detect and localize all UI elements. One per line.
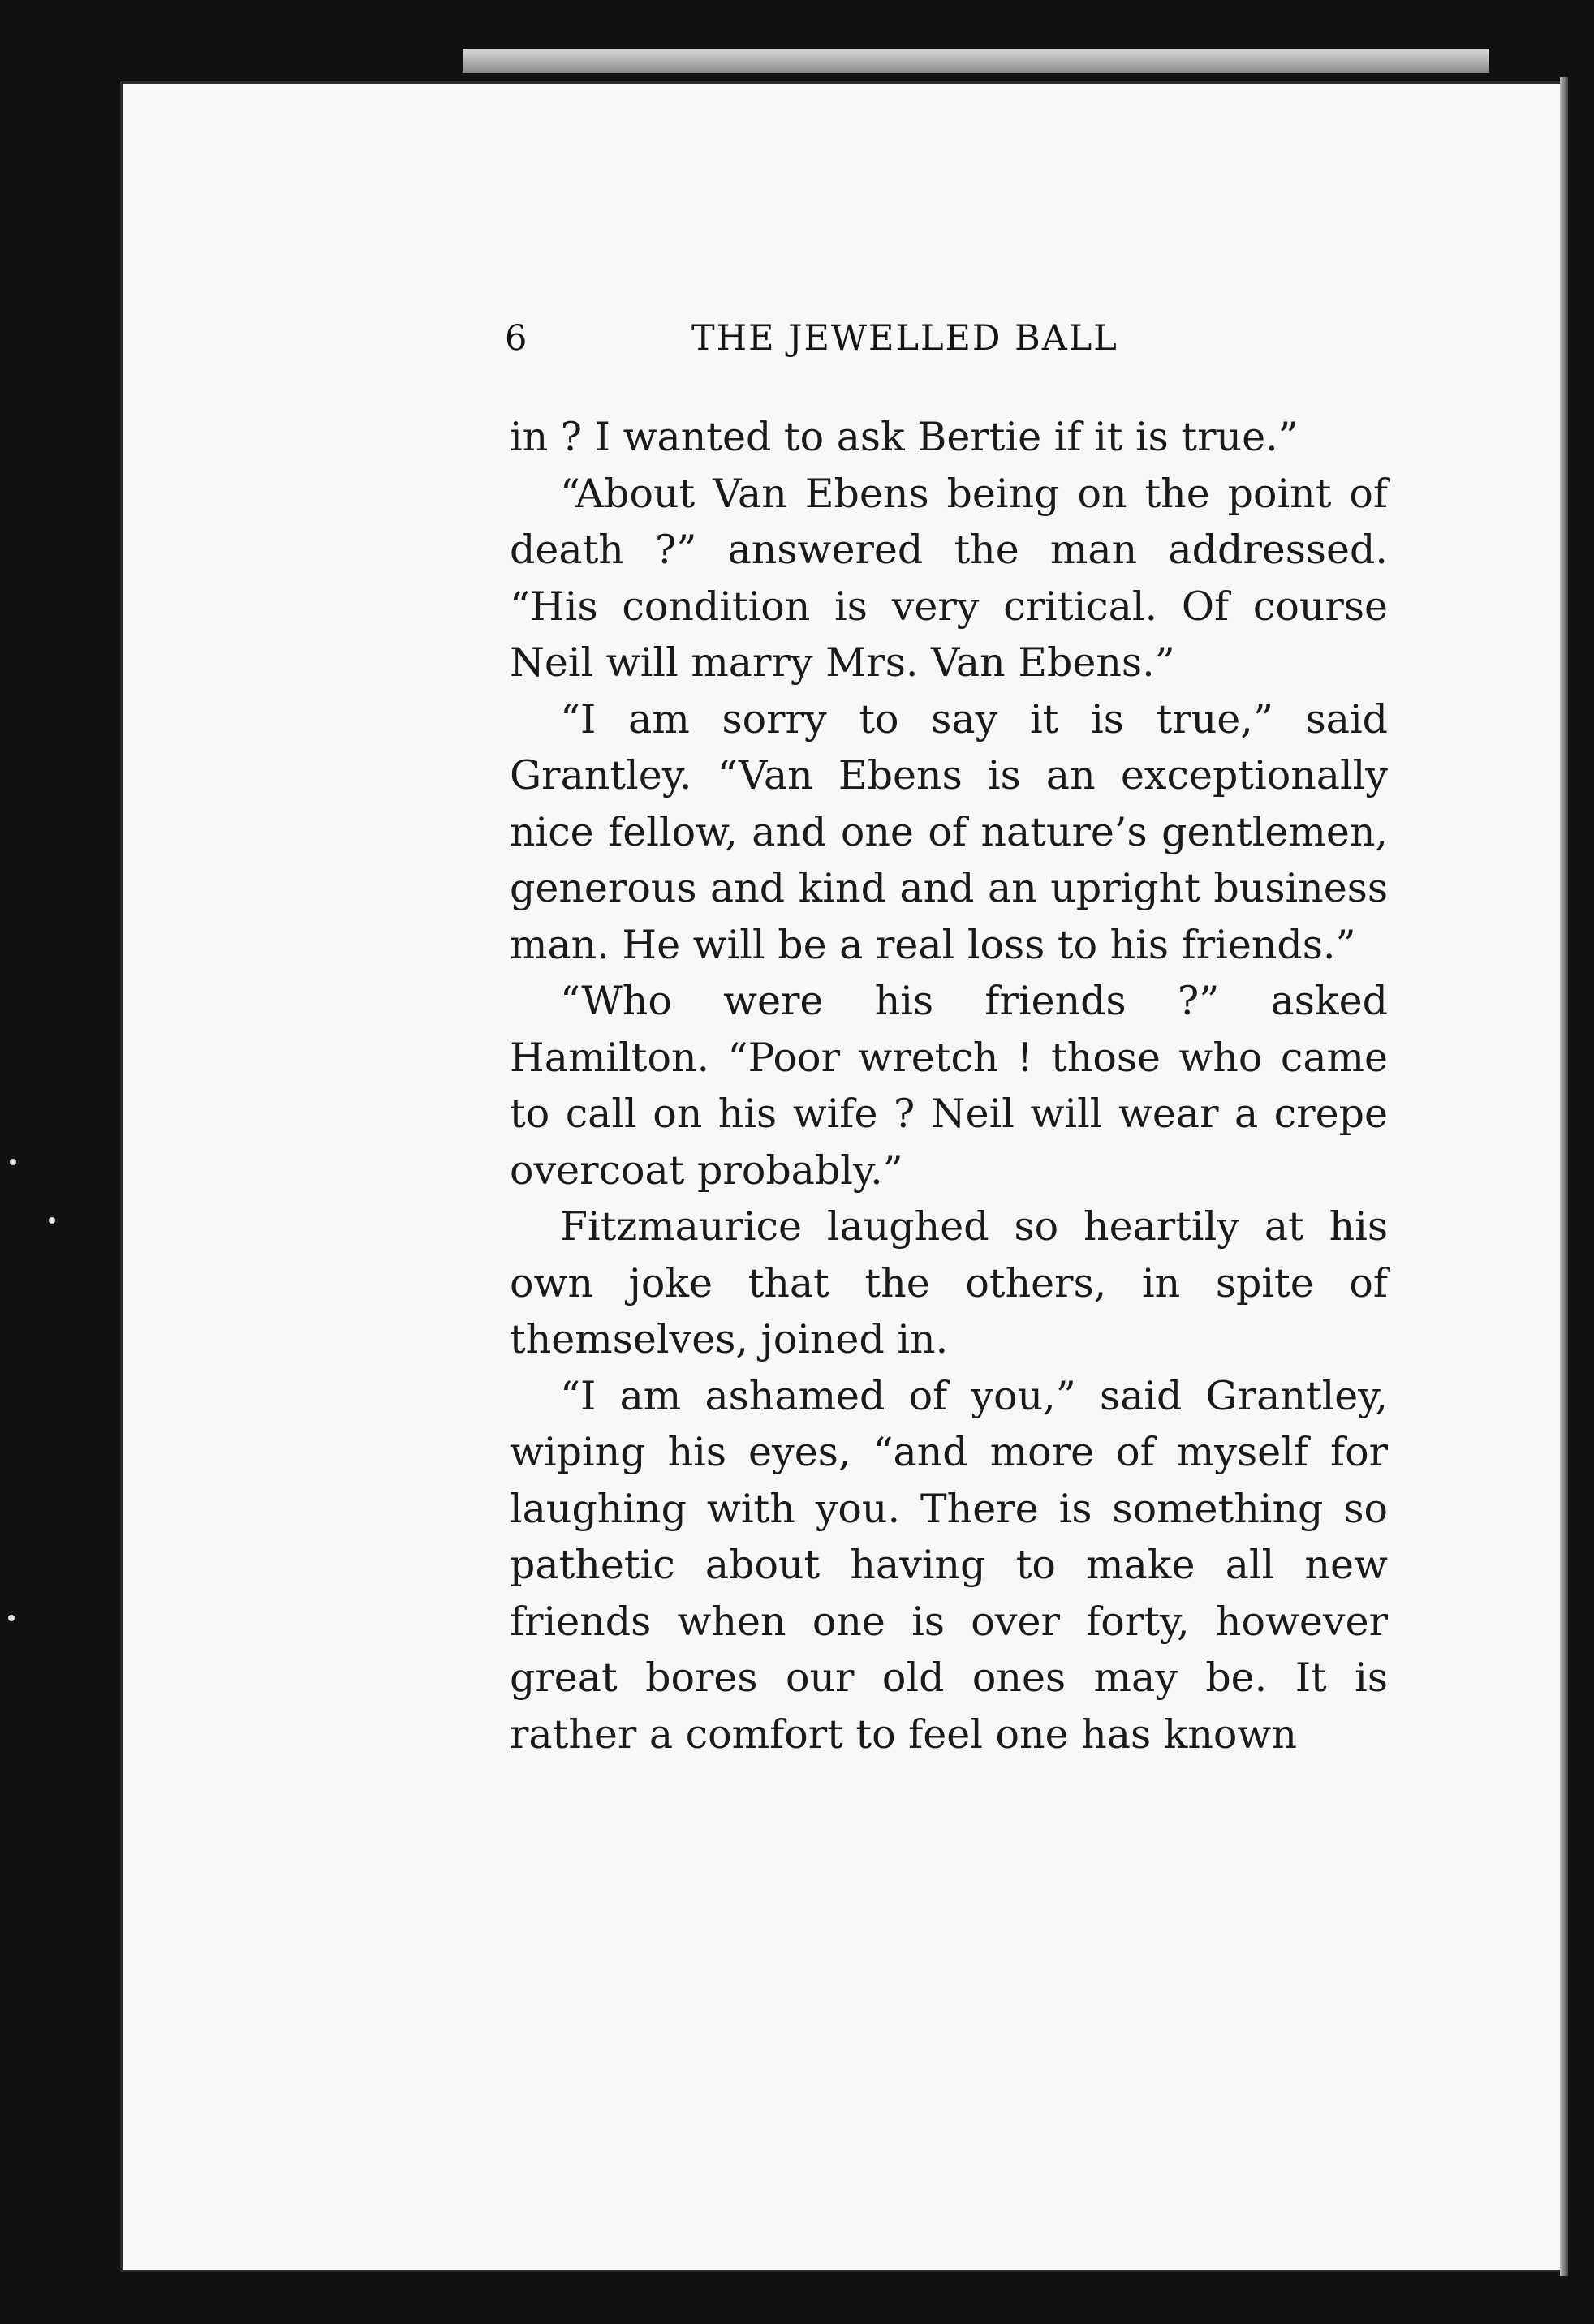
running-title: THE JEWELLED BALL [691,318,1118,359]
paragraph: “I am ashamed of you,” said Grantley, wiping his eyes, “and more of myself for laughing with you. There is something so pathetic about having to make all new friends when one is over forty, however great bores our old ones may be. It is rather a comfort to feel one has known [510,1372,1388,1758]
page-edge [1560,77,1568,2276]
paragraph: Fitzmaurice laughed so heartily at his own joke that the others, in spite of themselves, joined in. [510,1203,1388,1362]
scan-speck [8,1615,15,1621]
page-number: 6 [505,318,529,359]
running-head [505,318,1389,367]
paragraph: “I am sorry to say it is true,” said Grantley. “Van Ebens is an exceptionally nice fellow, and one of nature’s gentlemen, generous and kind and an upright business man. He will be a real loss to his friends.” [510,695,1388,968]
body-text [510,409,1388,1762]
paragraph: “About Van Ebens being on the point of death ?” answered the man addressed. “His condition is very critical. Of course Neil will marry Mrs. Van Ebens.” [510,470,1388,686]
scan-speck [10,1159,16,1165]
paragraph: “Who were his friends ?” asked Hamilton. “Poor wretch ! those who came to call on his wife ? Neil will wear a crepe overcoat probably.” [510,978,1388,1194]
scan-speck [49,1217,55,1224]
scan-border-top [463,49,1489,73]
paragraph: in ? I wanted to ask Bertie if it is true.” [510,414,1299,460]
